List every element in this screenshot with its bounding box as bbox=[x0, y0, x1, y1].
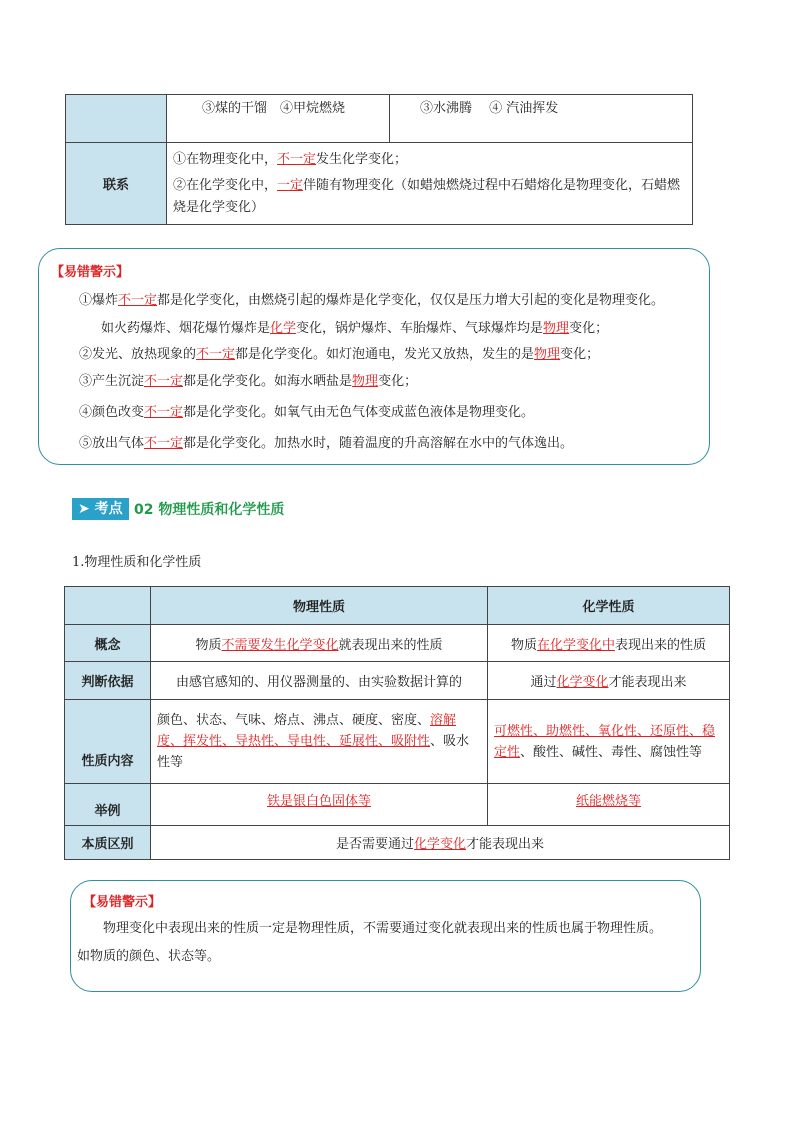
row-label-content: 性质内容 bbox=[65, 700, 151, 784]
warning-line-1: ①爆炸不一定都是化学变化，由燃烧引起的爆炸是化学变化，仅仅是压力增大引起的变化是物理变化。 bbox=[79, 293, 665, 308]
warning-line-5: ④颜色改变不一定都是化学变化。如氧气由无色气体变成蓝色液体是物理变化。 bbox=[79, 405, 535, 420]
warning2-line-2: 如物质的颜色、状态等。 bbox=[77, 949, 221, 964]
chemical-examples-cell bbox=[167, 95, 390, 143]
link-label: 联系 bbox=[66, 143, 167, 225]
warning-box-1 bbox=[38, 248, 710, 465]
basis-physical: 由感官感知的、用仪器测量的、由实验数据计算的 bbox=[151, 662, 488, 700]
warning2-line-1: 物理变化中表现出来的性质一定是物理性质，不需要通过变化就表现出来的性质也属于物理性质。 bbox=[103, 921, 663, 936]
link-line-2: ②在化学变化中，一定伴随有物理变化（如蜡烛燃烧过程中石蜡熔化是物理变化，石蜡燃烧是化学变化） bbox=[173, 177, 681, 215]
section-subtitle: 1.物理性质和化学性质 bbox=[72, 555, 202, 570]
physical-examples-text: ③水沸腾 ④ 汽油挥发 bbox=[420, 101, 559, 116]
properties-table bbox=[64, 586, 730, 860]
physical-examples-cell bbox=[390, 95, 693, 143]
concept-physical: 物质不需要发生化学变化就表现出来的性质 bbox=[151, 625, 488, 662]
warning-title-1: 【易错警示】 bbox=[51, 265, 130, 280]
warning-box-2 bbox=[70, 880, 701, 992]
changes-table bbox=[65, 94, 693, 225]
header-physical: 物理性质 bbox=[151, 587, 488, 625]
content-physical: 颜色、状态、气味、熔点、沸点、硬度、密度、溶解度、挥发性、导热性、导电性、延展性、吸附性、吸水性等 bbox=[151, 700, 488, 784]
row-label-concept: 概念 bbox=[65, 625, 151, 662]
row-label-essence: 本质区别 bbox=[65, 826, 151, 860]
content-chemical: 可燃性、助燃性、氧化性、还原性、稳定性、酸性、碱性、毒性、腐蚀性等 bbox=[488, 700, 730, 784]
warning-line-6: ⑤放出气体不一定都是化学变化。加热水时，随着温度的升高溶解在水中的气体逸出。 bbox=[79, 436, 574, 451]
example-physical: 铁是银白色固体等 bbox=[151, 784, 488, 826]
example-chemical: 纸能燃烧等 bbox=[488, 784, 730, 826]
row-label-example: 举例 bbox=[65, 784, 151, 826]
concept-chemical: 物质在化学变化中表现出来的性质 bbox=[488, 625, 730, 662]
basis-chemical: 通过化学变化才能表现出来 bbox=[488, 662, 730, 700]
warning-line-4: ③产生沉淀不一定都是化学变化。如海水晒盐是物理变化； bbox=[79, 374, 418, 389]
warning-title-2: 【易错警示】 bbox=[83, 895, 162, 910]
chemical-examples-text: ③煤的干馏 ④甲烷燃烧 bbox=[202, 101, 346, 116]
header-chemical: 化学性质 bbox=[488, 587, 730, 625]
essence-content: 是否需要通过化学变化才能表现出来 bbox=[151, 826, 730, 860]
link-line-1: ①在物理变化中，不一定发生化学变化； bbox=[173, 151, 408, 167]
corner-cell bbox=[65, 587, 151, 625]
empty-label-cell bbox=[66, 95, 167, 143]
warning-line-3: ②发光、放热现象的不一定都是化学变化。如灯泡通电，发光又放热，发生的是物理变化； bbox=[79, 347, 600, 362]
section-title: 02 物理性质和化学性质 bbox=[134, 502, 285, 518]
link-content bbox=[167, 143, 693, 225]
section-tag: ➤ 考点 bbox=[72, 498, 129, 520]
warning-line-2: 如火药爆炸、烟花爆竹爆炸是化学变化，锅炉爆炸、车胎爆炸、气球爆炸均是物理变化； bbox=[101, 321, 609, 336]
row-label-basis: 判断依据 bbox=[65, 662, 151, 700]
